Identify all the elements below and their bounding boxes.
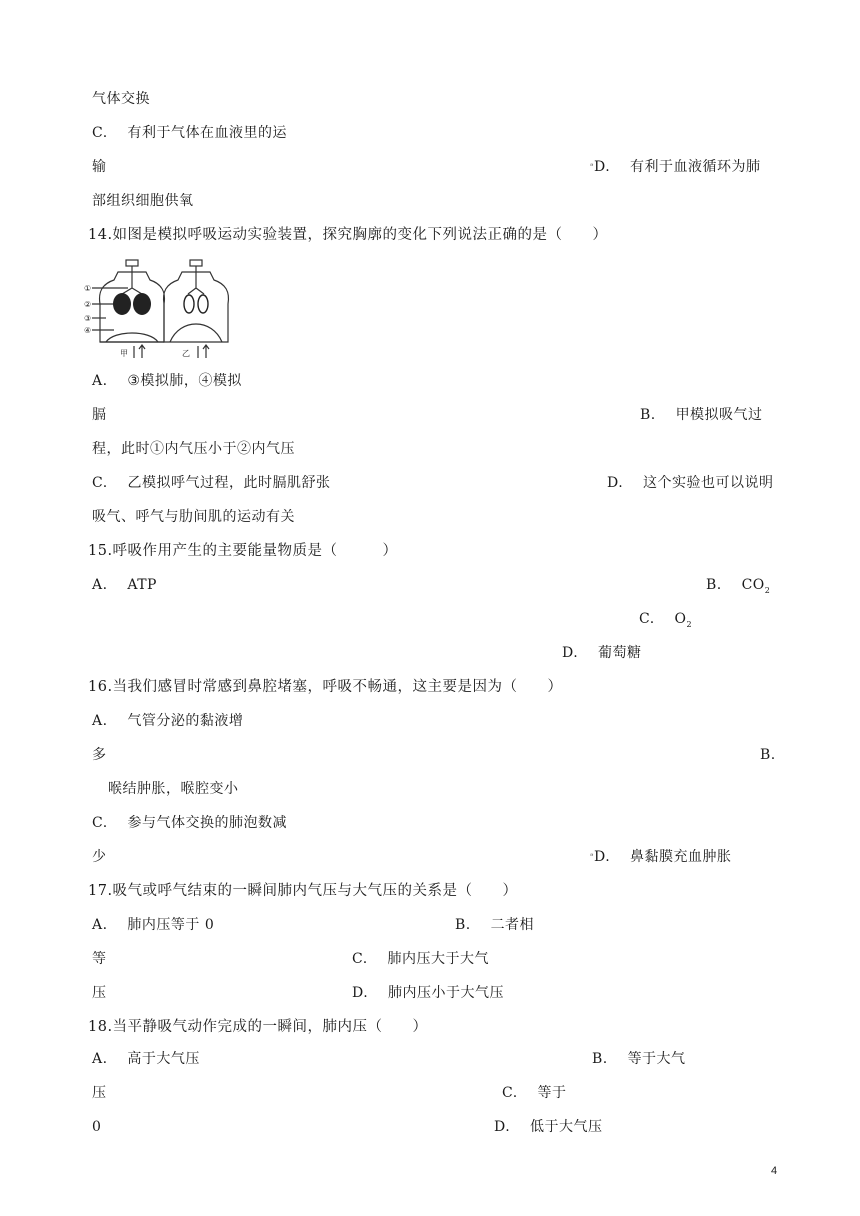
option-text: 有利于气体在血液里的运 bbox=[127, 125, 287, 141]
q13-option-c-continuation: 输 bbox=[92, 159, 107, 175]
option-label: C. bbox=[92, 125, 108, 141]
option-label: D. bbox=[594, 849, 611, 865]
q14-option-a bbox=[92, 371, 242, 391]
option-label: C. bbox=[352, 951, 368, 967]
q17-option-c bbox=[352, 949, 489, 969]
option-label: D. bbox=[594, 159, 611, 175]
option-text: 等于大气 bbox=[627, 1051, 686, 1067]
option-label: A. bbox=[92, 1051, 108, 1067]
lung-right bbox=[198, 295, 208, 313]
q16-option-a bbox=[92, 711, 243, 731]
option-label: D. bbox=[352, 985, 369, 1001]
option-text: CO bbox=[741, 577, 765, 593]
q13-option-c bbox=[92, 123, 287, 143]
label-2: ② bbox=[84, 300, 92, 309]
q18-option-d bbox=[494, 1117, 603, 1137]
option-label: C. bbox=[92, 815, 108, 831]
q16-option-b-text: 喉结肿胀，喉腔变小 bbox=[108, 781, 239, 797]
q16-option-a-continuation: 多 bbox=[92, 747, 107, 763]
q18-option-b bbox=[592, 1049, 686, 1069]
q18-option-c-continuation: 0 bbox=[92, 1119, 102, 1135]
option-text: 二者相 bbox=[490, 917, 535, 933]
q15-stem: 15.呼吸作用产生的主要能量物质是（ ） bbox=[88, 543, 398, 559]
q17-stem: 17.吸气或呼气结束的一瞬间肺内气压与大气压的关系是（ ） bbox=[88, 883, 518, 899]
q14-stem: 14.如图是模拟呼吸运动实验装置，探究胸廓的变化下列说法正确的是（ ） bbox=[88, 227, 608, 243]
option-label: B. bbox=[592, 1051, 608, 1067]
lung-right bbox=[133, 293, 151, 315]
format-mark: ᵊ bbox=[590, 852, 594, 862]
q16-option-c-continuation: 少 bbox=[92, 849, 107, 865]
q13-option-d bbox=[590, 157, 761, 177]
subscript: 2 bbox=[686, 619, 693, 629]
option-label: B. bbox=[455, 917, 471, 933]
q16-option-c bbox=[92, 813, 287, 833]
q17-option-a bbox=[92, 915, 214, 935]
q16-stem: 16.当我们感冒时常感到鼻腔堵塞，呼吸不畅通，这主要是因为（ ） bbox=[88, 679, 563, 695]
option-label: B. bbox=[706, 577, 722, 593]
q14-option-b-continuation: 程，此时①内气压小于②内气压 bbox=[92, 441, 295, 457]
q14-option-a-continuation: 膈 bbox=[92, 407, 107, 423]
breathing-model-figure bbox=[84, 258, 232, 360]
q15-option-a bbox=[92, 575, 157, 595]
option-label: A. bbox=[92, 577, 108, 593]
jar-stopper bbox=[126, 260, 138, 266]
q18-option-b-continuation: 压 bbox=[92, 1085, 107, 1101]
q14-option-d bbox=[607, 473, 774, 493]
option-text: O bbox=[674, 611, 687, 627]
page-number: 4 bbox=[771, 1165, 778, 1177]
option-label: A. bbox=[92, 713, 108, 729]
q14-option-b bbox=[640, 405, 763, 425]
q13-option-d-continuation: 部组织细胞供氧 bbox=[92, 193, 194, 209]
q17-option-b-continuation: 等 bbox=[92, 951, 107, 967]
label-1: ① bbox=[84, 284, 92, 293]
option-text: ③模拟肺，④模拟 bbox=[127, 373, 242, 389]
lung-left bbox=[184, 295, 194, 313]
q18-option-c bbox=[502, 1083, 566, 1103]
lung-left bbox=[113, 293, 131, 315]
label-jia: 甲 bbox=[120, 349, 128, 358]
label-yi: 乙 bbox=[182, 349, 190, 358]
option-label: D. bbox=[562, 645, 579, 661]
option-label: C. bbox=[639, 611, 655, 627]
jar-stopper bbox=[190, 260, 202, 266]
option-text: 甲模拟吸气过 bbox=[675, 407, 763, 423]
q16-option-d bbox=[590, 847, 732, 867]
subscript: 2 bbox=[764, 585, 771, 595]
option-text: 乙模拟呼气过程，此时膈肌舒张 bbox=[127, 475, 331, 491]
option-text: 高于大气压 bbox=[127, 1051, 200, 1067]
q17-option-c-continuation: 压 bbox=[92, 985, 107, 1001]
option-label: D. bbox=[607, 475, 624, 491]
option-label: B. bbox=[640, 407, 656, 423]
option-text: 参与气体交换的肺泡数减 bbox=[127, 815, 287, 831]
label-3: ③ bbox=[84, 314, 92, 323]
q17-option-d bbox=[352, 983, 504, 1003]
q14-option-c bbox=[92, 473, 330, 493]
q15-option-d bbox=[562, 643, 642, 663]
q17-option-b bbox=[455, 915, 534, 935]
option-text: 肺内压小于大气压 bbox=[388, 985, 504, 1001]
q16-option-b-label: B. bbox=[760, 747, 776, 763]
option-text: 葡萄糖 bbox=[598, 645, 642, 661]
option-text: 肺内压大于大气 bbox=[387, 951, 489, 967]
option-text: 鼻黏膜充血肿胀 bbox=[630, 849, 732, 865]
option-text: 气管分泌的黏液增 bbox=[127, 713, 244, 729]
option-label: C. bbox=[92, 475, 108, 491]
q13-option-b-continuation: 气体交换 bbox=[92, 91, 150, 107]
q15-option-b bbox=[706, 575, 770, 601]
option-label: A. bbox=[92, 917, 108, 933]
q14-option-d-continuation: 吸气、呼气与肋间肌的运动有关 bbox=[92, 509, 295, 525]
option-label: D. bbox=[494, 1119, 511, 1135]
option-label: A. bbox=[92, 373, 108, 389]
option-text: ATP bbox=[127, 577, 157, 593]
option-text: 等于 bbox=[537, 1085, 567, 1101]
option-text: 这个实验也可以说明 bbox=[643, 475, 774, 491]
option-text: 低于大气压 bbox=[530, 1119, 603, 1135]
q18-option-a bbox=[92, 1049, 200, 1069]
format-mark: ᵊ bbox=[590, 162, 594, 172]
q15-option-c bbox=[639, 609, 692, 635]
label-4: ④ bbox=[84, 326, 92, 335]
q18-stem: 18.当平静吸气动作完成的一瞬间，肺内压（ ） bbox=[88, 1019, 428, 1035]
option-text: 有利于血液循环为肺 bbox=[630, 159, 761, 175]
option-text: 肺内压等于 0 bbox=[127, 917, 215, 933]
option-label: C. bbox=[502, 1085, 518, 1101]
